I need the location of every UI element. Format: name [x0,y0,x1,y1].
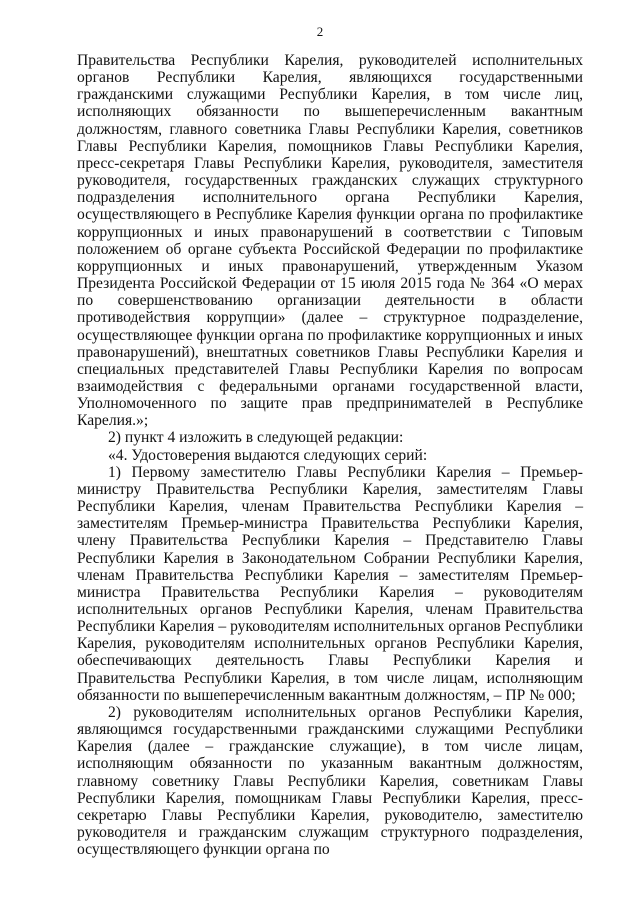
paragraph-continuation: Правительства Республики Карелия, руководителей исполнительных органов Республики Карелия, являющихся государственными гражданскими служащими Республики Карелия, в том числе лиц, исполняющих обязанности по вышеперечисленным вакантным должностям, главного советника Главы Республики Карелия, советников Главы Республики Карелия, помощников Главы Республики Карелия, пресс-секретаря Главы Республики Карелия, руководителя, заместителя руководителя, государственных гражданских служащих структурного подразделения исполнительного органа Республики Карелия, осуществляющего в Республике Карелия функции органа по профилактике коррупционных и иных правонарушений в соответствии с Типовым положением об органе субъекта Российской Федерации по профилактике коррупционных и иных правонарушений, утвержденным Указом Президента Российской Федерации от 15 июля 2015 года № 364 «О мерах по совершенствованию организации деятельности в области противодействия коррупции» (далее – структурное подразделение, осуществляющее функции органа по профилактике коррупционных и иных правонарушений), внештатных советников Главы Республики Карелия и специальных представителей Главы Республики Карелия по вопросам взаимодействия с федеральными органами государственной власти, Уполномоченного по защите прав предпринимателей в Республике Карелия.»; [77,52,583,430]
paragraph-amendment-item-2: 2) пункт 4 изложить в следующей редакции: [108,429,404,447]
paragraph-series-2: 2) руководителям исполнительных органов Республики Карелия, являющимся государственными гражданскими служащими Республики Карелия (далее – гражданские служащие), в том числе лицам, исполняющим обязанности по указанным вакантным должностям, главному советнику Главы Республики Карелия, советникам Главы Республики Карелия, помощникам Главы Республики Карелия, пресс-секретарю Главы Республики Карелия, руководителю, заместителю руководителя и гражданским служащим структурного подразделения, осуществляющего функции органа по [77,703,583,859]
page-number: 2 [316,24,324,39]
document-body [77,52,583,858]
paragraph-series-1: 1) Первому заместителю Главы Республики Карелия – Премьер-министру Правительства Республики Карелия, заместителям Главы Республики Карелия, членам Правительства Республики Карелия – заместителям Премьер-министра Правительства Республики Карелия, члену Правительства Республики Карелия – Представителю Главы Республики Карелия в Законодательном Собрании Республики Карелия, членам Правительства Республики Карелия – заместителям Премьер-министра Правительства Республики Карелия – руководителям исполнительных органов Республики Карелия, членам Правительства Республики Карелия – руководителям исполнительных органов Республики Карелия, руководителям исполнительных органов Республики Карелия, обеспечивающих деятельность Главы Республики Карелия и Правительства Республики Карелия, в том числе лицам, исполняющим обязанности по вышеперечисленным вакантным должностям, – ПР № 000; [77,463,583,704]
paragraph-clause-4-heading: «4. Удостоверения выдаются следующих серий: [108,446,428,464]
